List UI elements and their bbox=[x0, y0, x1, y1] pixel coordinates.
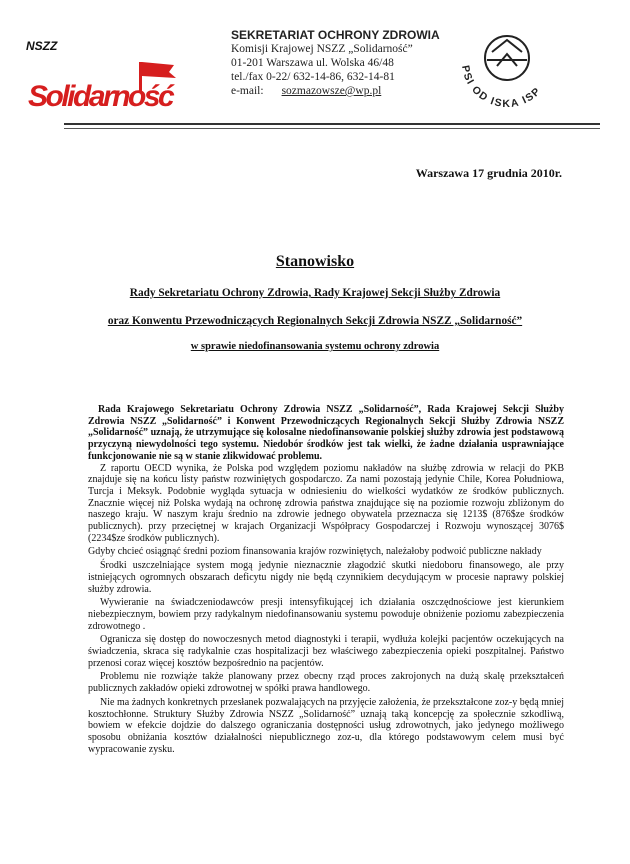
document-subtitle-1: Rady Sekretariatu Ochrony Zdrowia, Rady Krajowej Sekcji Służby Zdrowia bbox=[129, 287, 501, 299]
svg-text:PSI OD ISKA ISP: PSI OD ISKA ISP bbox=[459, 64, 544, 111]
nszz-label: NSZZ bbox=[26, 39, 58, 53]
letterhead-title: SEKRETARIAT OCHRONY ZDROWIA bbox=[231, 28, 440, 42]
document-body bbox=[88, 404, 564, 757]
letterhead-email-row bbox=[231, 84, 440, 98]
paragraph: Gdyby chcieć osiągnąć średni poziom finansowania krajów rozwiniętych, należałoby podwoić publiczne nakłady bbox=[88, 546, 542, 558]
header-divider-thin bbox=[64, 128, 600, 129]
psi-isp-logo bbox=[452, 32, 562, 122]
solidarnosc-logo bbox=[26, 58, 196, 120]
paragraph: Nie ma żadnych konkretnych przesłanek pozwalających na przyjęcie założenia, że przekształcone zoz-y będą mniej kosztochłonne. Struktury Służby Zdrowia NSZZ „Solidarność” uznają taką koncepcję za społecznie szkodliwą, bowiem w efekcie dojdzie do dalszego ograniczania dostępności usług zdrowotnych, jako jedynego możliwego sposobu obniżania kosztów działalności niepublicznego zoz-u, dla którego podstawowym celem musi być wypracowanie zysku. bbox=[88, 696, 564, 755]
letter-date: Warszawa 17 grudnia 2010r. bbox=[415, 166, 562, 180]
paragraph: Środki uszczelniające system mogą jedynie nieznacznie złagodzić skutki niedoboru finansowego, ale przy istniejących ogromnych obszarach deficytu nigdy nie będą czynnikiem decydującym w procesie naprawy polskiej służby zdrowia. bbox=[88, 560, 564, 595]
svg-text:Solidarność: Solidarność bbox=[28, 80, 173, 113]
paragraph: Problemu nie rozwiąże także planowany przez obecny rząd proces zakrojonych na dużą skalę przekształceń publicznych zakładów opieki zdrowotnej w spółki prawa handlowego. bbox=[88, 671, 564, 695]
letterhead-phone: tel./fax 0-22/ 632-14-86, 632-14-81 bbox=[231, 71, 395, 83]
email-link[interactable]: sozmazowsze@wp.pl bbox=[281, 85, 382, 97]
letterhead-line1: Komisji Krajowej NSZZ „Solidarność” bbox=[231, 43, 413, 55]
document-subtitle-2: oraz Konwentu Przewodniczących Regionalnych Sekcji Zdrowia NSZZ „Solidarność” bbox=[107, 315, 523, 327]
paragraph-intro: Rada Krajowego Sekretariatu Ochrony Zdrowia NSZZ „Solidarność”, Rada Krajowej Sekcji Służby Zdrowia NSZZ „Solidarność” i Konwent Przewodniczących Regionalnych Sekcji Służby Zdrowia NSZZ „Solidarność” uznają, że utrzymujące się kolosalne niedofinansowanie polskiej służby zdrowia jest podstawową przyczyną niewydolności tego systemu. Niedobór środków jest tak wielki, że żadne działania usprawniające funkcjonowanie nie są w stanie zlikwidować problemu. bbox=[88, 404, 564, 462]
document-title: Stanowisko bbox=[275, 253, 355, 270]
paragraph: Z raportu OECD wynika, że Polska pod względem poziomu nakładów na służbę zdrowia w relacji do PKB znajduje się na końcu listy państw rozwiniętych gospodarczo. Za nami pozostają jedynie Chile, Korea Południowa, Turcja i Meksyk. Podobnie wygląda sytuacja w odniesieniu do wielkości wydatków ze środków publicznych. Znacznie więcej niż Polska wydają na ochronę zdrowia państwa znajdujące się na poziomie rozwoju zbliżonym do naszego kraju. W naszym kraju średnio na zdrowie jednego obywatela przeznacza się 1213$ (876$ze środków publicznych). przy przeciętnej w krajach Organizacji Współpracy Gospodarczej i Rozwoju wynoszącej 3076$ (2234$ze środków publicznych). bbox=[88, 462, 564, 544]
paragraph: Ogranicza się dostęp do nowoczesnych metod diagnostyki i terapii, wydłuża kolejki pacjentów oczekujących na świadczenia, skraca się radykalnie czas hospitalizacji bez właściwego zabezpieczenia opieki poszpitalnej. Państwo przenosi coraz więcej kosztów bezpośrednio na pacjentów. bbox=[88, 634, 564, 669]
letterhead-address: 01-201 Warszawa ul. Wolska 46/48 bbox=[231, 57, 394, 69]
letterhead-block bbox=[231, 28, 440, 98]
document-subtitle-3: w sprawie niedofinansowania systemu ochrony zdrowia bbox=[190, 341, 440, 352]
paragraph: Wywieranie na świadczeniodawców presji intensyfikującej ich działania oszczędnościowe jest kierunkiem niebezpiecznym, bowiem przy radykalnym niedofinansowaniu systemu powoduje obniżenie poziomu zabezpieczenia zdrowotnego . bbox=[88, 597, 564, 632]
email-label: e-mail: bbox=[231, 85, 264, 97]
header-divider bbox=[64, 123, 600, 125]
